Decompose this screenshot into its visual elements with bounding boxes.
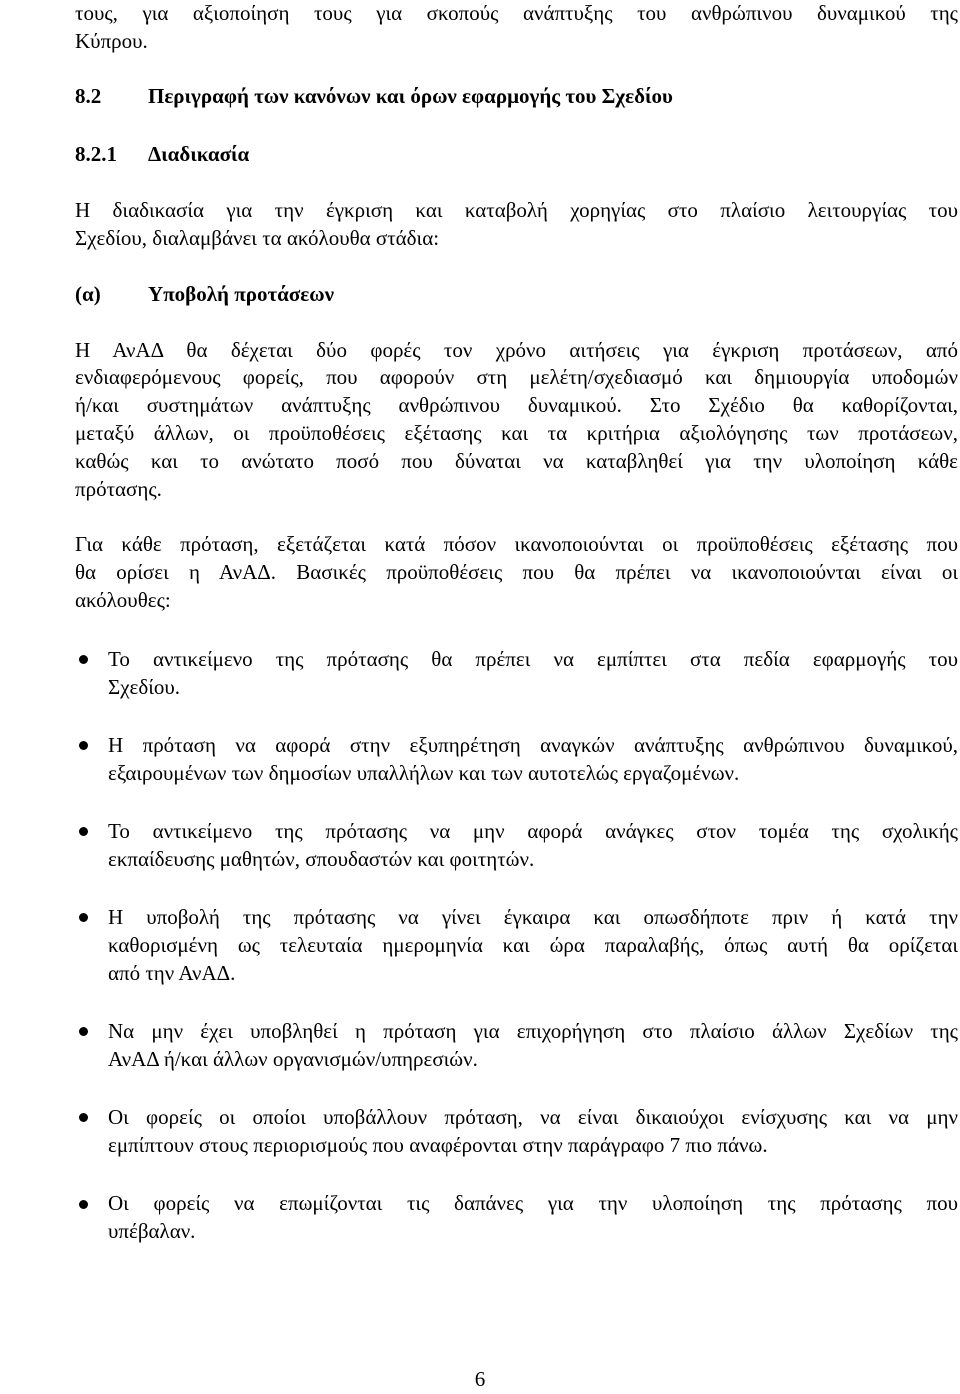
bullet-icon bbox=[79, 655, 88, 664]
stage-title: Υποβολή προτάσεων bbox=[148, 281, 334, 306]
text-line: θα ορίσει η ΑνΑΔ. Βασικές προϋποθέσεις που θα πρέπει να ικανοποιούνται είναι οι bbox=[75, 560, 958, 585]
text-line: Κύπρου. bbox=[75, 28, 148, 53]
text-line: ΑνΑΔ ή/και άλλων οργανισμών/υπηρεσιών. bbox=[108, 1046, 478, 1071]
text-line: Το αντικείμενο της πρότασης να μην αφορά ανάγκες στον τομέα της σχολικής bbox=[108, 818, 958, 843]
condition-item bbox=[75, 818, 958, 874]
text-line: Για κάθε πρόταση, εξετάζεται κατά πόσον ικανοποιούνται οι προϋποθέσεις εξέτασης που bbox=[75, 532, 958, 557]
submission-paragraph bbox=[75, 337, 958, 504]
text-line: μεταξύ άλλων, οι προϋποθέσεις εξέτασης και τα κριτήρια αξιολόγησης των προτάσεων, bbox=[75, 420, 958, 445]
text-line: Οι φορείς να επωμίζονται τις δαπάνες για την υλοποίηση της πρότασης που bbox=[108, 1191, 958, 1216]
procedure-intro-paragraph bbox=[75, 197, 958, 253]
condition-item bbox=[75, 1104, 958, 1160]
text-line: καθορισμένη ως τελευταία ημερομηνία και ώρα παραλαβής, όπως αυτή θα ορίζεται bbox=[108, 932, 958, 957]
bullet-icon bbox=[79, 1200, 88, 1209]
text-line: πρότασης. bbox=[75, 476, 162, 501]
bullet-icon bbox=[79, 913, 88, 922]
section-title: Περιγραφή των κανόνων και όρων εφαρμογής του Σχεδίου bbox=[148, 83, 673, 108]
bullet-icon bbox=[79, 1027, 88, 1036]
continued-paragraph bbox=[75, 0, 958, 56]
text-line: από την ΑνΑΔ. bbox=[108, 960, 236, 985]
text-line: εκπαίδευσης μαθητών, σπουδαστών και φοιτητών. bbox=[108, 846, 535, 871]
subsection-heading bbox=[75, 141, 958, 169]
conditions-list bbox=[75, 646, 958, 1246]
text-line: υπέβαλαν. bbox=[108, 1218, 196, 1243]
text-line: ή/και συστημάτων ανάπτυξης ανθρώπινου δυναμικού. Στο Σχέδιο θα καθορίζονται, bbox=[75, 393, 958, 418]
condition-item bbox=[75, 732, 958, 788]
subsection-title: Διαδικασία bbox=[148, 142, 250, 167]
condition-item bbox=[75, 646, 958, 702]
page-number: 6 bbox=[474, 1367, 486, 1391]
text-line: ενδιαφερόμενους φορείς, που αφορούν στη μελέτη/σχεδιασμό και δημιουργία υποδομών bbox=[75, 365, 958, 390]
text-line: ακόλουθες: bbox=[75, 587, 171, 612]
text-line: Να μην έχει υποβληθεί η πρόταση για επιχορήγηση στο πλαίσιο άλλων Σχεδίων της bbox=[108, 1018, 958, 1043]
condition-item bbox=[75, 904, 958, 987]
subsection-number: 8.2.1 bbox=[75, 142, 117, 167]
stage-label: (α) bbox=[75, 281, 101, 306]
text-line: τους, για αξιοποίηση τους για σκοπούς ανάπτυξης του ανθρώπινου δυναμικού της bbox=[75, 1, 958, 25]
condition-item bbox=[75, 1018, 958, 1074]
bullet-icon bbox=[79, 741, 88, 750]
text-line: καθώς και το ανώτατο ποσό που δύναται να καταβληθεί για την υλοποίηση κάθε bbox=[75, 448, 958, 473]
section-heading bbox=[75, 83, 958, 111]
conditions-paragraph bbox=[75, 531, 958, 614]
text-line: εμπίπτουν στους περιορισμούς που αναφέρονται στην παράγραφο 7 πιο πάνω. bbox=[108, 1132, 768, 1157]
text-line: Η διαδικασία για την έγκριση και καταβολή χορηγίας στο πλαίσιο λειτουργίας του bbox=[75, 198, 958, 223]
text-line: Η ΑνΑΔ θα δέχεται δύο φορές τον χρόνο αιτήσεις για έγκριση προτάσεων, από bbox=[75, 337, 958, 362]
text-line: εξαιρουμένων των δημοσίων υπαλλήλων και των αυτοτελώς εργαζομένων. bbox=[108, 760, 740, 785]
text-line: Η υποβολή της πρότασης να γίνει έγκαιρα και οπωσδήποτε πριν ή κατά την bbox=[108, 905, 958, 930]
document-page bbox=[75, 0, 958, 1246]
text-line: Σχεδίου, διαλαμβάνει τα ακόλουθα στάδια: bbox=[75, 225, 440, 250]
text-line: Η πρόταση να αφορά στην εξυπηρέτηση αναγκών ανάπτυξης ανθρώπινου δυναμικού, bbox=[108, 732, 958, 757]
text-line: Οι φορείς οι οποίοι υποβάλλουν πρόταση, να είναι δικαιούχοι ενίσχυσης και να μην bbox=[108, 1105, 958, 1130]
bullet-icon bbox=[79, 827, 88, 836]
condition-item bbox=[75, 1190, 958, 1246]
stage-heading bbox=[75, 281, 958, 309]
text-line: Σχεδίου. bbox=[108, 674, 181, 699]
section-number: 8.2 bbox=[75, 83, 102, 108]
bullet-icon bbox=[79, 1113, 88, 1122]
text-line: Το αντικείμενο της πρότασης θα πρέπει να εμπίπτει στα πεδία εφαρμογής του bbox=[108, 646, 958, 671]
